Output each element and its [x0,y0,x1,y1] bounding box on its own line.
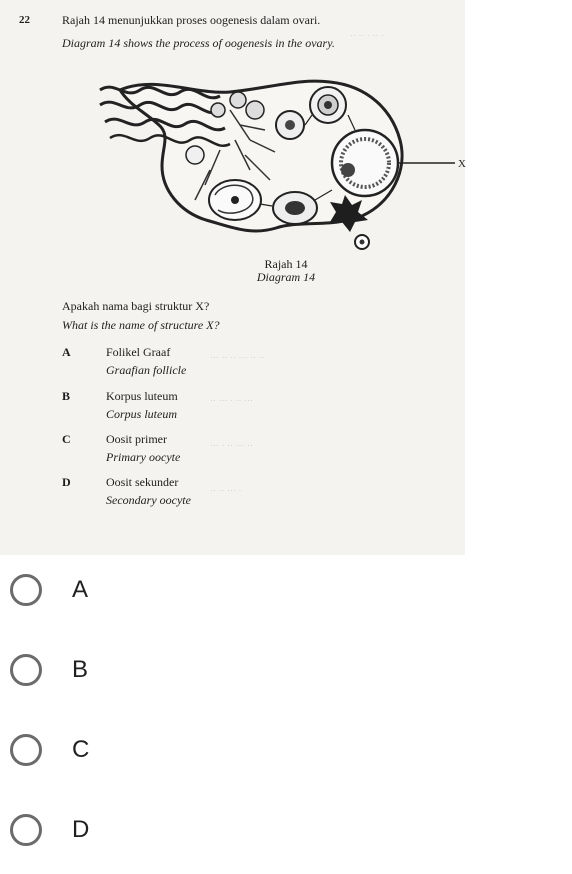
question-scan-image: ·· ·· · ·· · ··· ·· ·· ··· ·· ·· ·· ··· · ·· ··· ··· · ·· ··· ·· ·· ·· ··· · 22 Rajah 14 menunjukkan proses oogenesis dalam ovari. Diagram 14 shows the process of oogenesis in the ovary. X Rajah 14 Diagram 14 Apakah nama bagi struktur X? What is the name of structure X? A Folikel Graaf Graafian follicle B Korpus luteum Corpus luteum C Oosit primer Primary oocyte D Oosit sekunder Secondary oocyte [0,0,465,555]
option-text-english: Primary oocyte [106,450,181,464]
ovary-oogenesis-diagram [100,70,465,260]
question-number: 22 [19,14,30,26]
diagram-label-x: X [458,158,466,170]
option-text-english: Corpus luteum [106,407,178,421]
choice-a[interactable] [10,564,450,620]
option-letter: B [62,389,71,403]
choice-d[interactable] [10,804,450,860]
option-text-english: Graafian follicle [106,363,187,377]
option-text-malay: Folikel Graaf [106,345,171,359]
option-text-malay: Oosit primer [106,432,167,446]
choice-label: D [72,816,90,843]
primordial-follicle-1 [211,103,225,117]
option-text-malay: Oosit sekunder [106,475,179,489]
option-letter: D [62,475,71,489]
choice-label: A [72,576,89,603]
diagram-caption-malay: Rajah 14 [264,257,308,271]
question-prompt-malay: Apakah nama bagi struktur X? [62,299,210,313]
radio-button[interactable] [10,814,42,846]
primordial-follicle-2 [230,92,246,108]
option-letter: C [62,432,71,446]
choice-label: C [72,736,90,763]
choice-label: B [72,656,89,683]
growing-follicle [186,146,204,164]
option-text-malay: Korpus luteum [106,389,178,403]
primordial-follicle-3 [246,101,264,119]
diagram-caption-english: Diagram 14 [256,270,316,284]
question-text-english: Diagram 14 shows the process of oogenesis in the ovary. [62,36,335,50]
question-prompt-english: What is the name of structure X? [62,318,220,332]
radio-button[interactable] [10,574,42,606]
question-text-malay: Rajah 14 menunjukkan proses oogenesis dalam ovari. [62,13,321,27]
option-text-english: Secondary oocyte [106,493,191,507]
radio-button[interactable] [10,654,42,686]
choice-b[interactable] [10,644,450,700]
radio-button[interactable] [10,734,42,766]
option-letter: A [62,345,71,359]
choice-c[interactable] [10,724,450,780]
